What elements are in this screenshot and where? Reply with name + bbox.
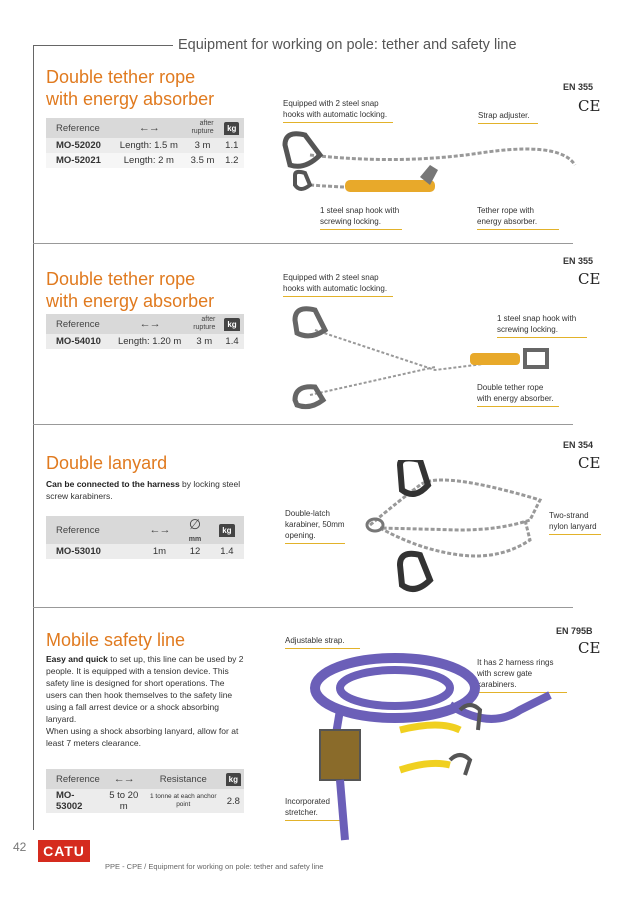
ce-mark-icon: CE bbox=[578, 97, 601, 115]
resistance-header: Resistance bbox=[144, 769, 223, 789]
weight-cell: 1.1 bbox=[220, 138, 244, 153]
table-row bbox=[46, 789, 244, 813]
caption: Two-strand nylon lanyard bbox=[549, 510, 601, 535]
length-cell: Length: 2 m bbox=[112, 153, 185, 168]
after-cell: 3.5 m bbox=[186, 153, 220, 168]
caption: Equipped with 2 steel snap hooks with automatic locking. bbox=[283, 98, 393, 123]
length-arrow-icon: ←→ bbox=[139, 318, 160, 330]
length-header bbox=[111, 314, 189, 334]
weight-header bbox=[210, 516, 244, 544]
header-rule bbox=[33, 45, 173, 46]
ce-mark-icon: CE bbox=[578, 270, 601, 288]
caption: 1 steel snap hook with screwing locking. bbox=[320, 205, 402, 230]
weight-cell: 1.4 bbox=[220, 334, 244, 349]
weight-header bbox=[220, 118, 244, 138]
table-row bbox=[46, 544, 244, 559]
after-cell: 3 m bbox=[186, 138, 220, 153]
section-4-table bbox=[46, 769, 244, 813]
length-header bbox=[104, 769, 144, 789]
kg-icon: kg bbox=[224, 122, 239, 135]
length-header bbox=[112, 118, 185, 138]
kg-icon: kg bbox=[224, 318, 239, 331]
safety-line-image bbox=[300, 650, 580, 850]
caption: Incorporated stretcher. bbox=[285, 796, 340, 821]
reference-cell: MO-52021 bbox=[46, 153, 112, 168]
weight-header bbox=[220, 314, 244, 334]
section-divider-1 bbox=[33, 243, 573, 244]
standard-label: EN 795B bbox=[556, 626, 593, 636]
title-line-2: with energy absorber bbox=[46, 291, 215, 311]
diameter-header: ∅ mm bbox=[180, 516, 210, 544]
reference-cell: MO-53010 bbox=[46, 544, 139, 559]
reference-header: Reference bbox=[46, 516, 139, 544]
section-1-table bbox=[46, 118, 244, 168]
after-cell: 3 m bbox=[189, 334, 221, 349]
length-arrow-icon: ←→ bbox=[138, 122, 159, 134]
title-line-1: Double tether rope bbox=[46, 67, 196, 87]
after-rupture-header: after rupture bbox=[186, 118, 220, 138]
caption: 1 steel snap hook with screwing locking. bbox=[497, 313, 587, 338]
ce-mark-icon: CE bbox=[578, 639, 601, 657]
standard-label: EN 355 bbox=[563, 256, 594, 266]
length-cell: 1m bbox=[139, 544, 181, 559]
caption: Double-latch karabiner, 50mm opening. bbox=[285, 508, 345, 544]
length-arrow-icon: ←→ bbox=[149, 524, 170, 536]
standard-label: EN 355 bbox=[563, 82, 594, 92]
reference-cell: MO-54010 bbox=[46, 334, 111, 349]
length-cell: 5 to 20 m bbox=[104, 789, 144, 813]
left-vertical-rule bbox=[33, 45, 34, 830]
section-3-description: Can be connected to the harness by locking steel screw karabiners. bbox=[46, 479, 241, 501]
length-cell: Length: 1.20 m bbox=[111, 334, 189, 349]
footer-text: PPE - CPE / Equipment for working on pole: tether and safety line bbox=[105, 862, 324, 871]
section-divider-3 bbox=[33, 607, 573, 608]
weight-cell: 1.4 bbox=[210, 544, 244, 559]
standard-label: EN 354 bbox=[563, 440, 594, 450]
caption: Equipped with 2 steel snap hooks with automatic locking. bbox=[283, 272, 393, 297]
reference-header: Reference bbox=[46, 118, 112, 138]
section-3-title: Double lanyard bbox=[46, 453, 168, 473]
lanyard-image bbox=[360, 460, 550, 600]
kg-icon: kg bbox=[219, 524, 234, 537]
tether-rope-image bbox=[285, 305, 585, 410]
caption: Tether rope with energy absorber. bbox=[477, 205, 559, 230]
title-line-1: Double tether rope bbox=[46, 269, 196, 289]
tether-rope-image bbox=[280, 125, 580, 210]
weight-cell: 1.2 bbox=[220, 153, 244, 168]
reference-cell: MO-53002 bbox=[46, 789, 104, 813]
length-cell: Length: 1.5 m bbox=[112, 138, 185, 153]
section-divider-2 bbox=[33, 424, 573, 425]
reference-cell: MO-52020 bbox=[46, 138, 112, 153]
page-number: 42 bbox=[13, 840, 27, 854]
section-1-title bbox=[46, 66, 214, 110]
length-arrow-icon: ←→ bbox=[113, 773, 134, 785]
weight-header bbox=[223, 769, 244, 789]
ce-mark-icon: CE bbox=[578, 454, 601, 472]
section-2-title bbox=[46, 268, 214, 312]
section-2-table bbox=[46, 314, 244, 349]
table-row bbox=[46, 153, 244, 168]
section-4-description: Easy and quick to set up, this line can be used by 2 people. It is equipped with a tension device. This safety line is designed for short operations. The users can then hook themselves to the safety line using a fall arrest device or a shock absorbing lanyard. When using a shock absorbing lanyard, allow for at least 7 meters clearance. bbox=[46, 654, 244, 748]
page-header: Equipment for working on pole: tether and safety line bbox=[178, 37, 517, 53]
after-rupture-header: after rupture bbox=[189, 314, 221, 334]
weight-cell: 2.8 bbox=[223, 789, 244, 813]
table-row bbox=[46, 138, 244, 153]
caption: It has 2 harness rings with screw gate karabiners. bbox=[477, 657, 567, 693]
title-line-2: with energy absorber bbox=[46, 89, 215, 109]
reference-header: Reference bbox=[46, 314, 111, 334]
catu-logo: CATU bbox=[38, 840, 90, 862]
caption: Strap adjuster. bbox=[478, 110, 538, 124]
section-4-title: Mobile safety line bbox=[46, 630, 186, 650]
length-header bbox=[139, 516, 181, 544]
kg-icon: kg bbox=[226, 773, 241, 786]
caption: Double tether rope with energy absorber. bbox=[477, 382, 559, 407]
diameter-cell: 12 bbox=[180, 544, 210, 559]
caption: Adjustable strap. bbox=[285, 635, 360, 649]
resistance-cell: 1 tonne at each anchor point bbox=[144, 789, 223, 813]
table-row bbox=[46, 334, 244, 349]
diameter-icon: ∅ bbox=[188, 516, 202, 532]
section-3-table bbox=[46, 516, 244, 559]
reference-header: Reference bbox=[46, 769, 104, 789]
